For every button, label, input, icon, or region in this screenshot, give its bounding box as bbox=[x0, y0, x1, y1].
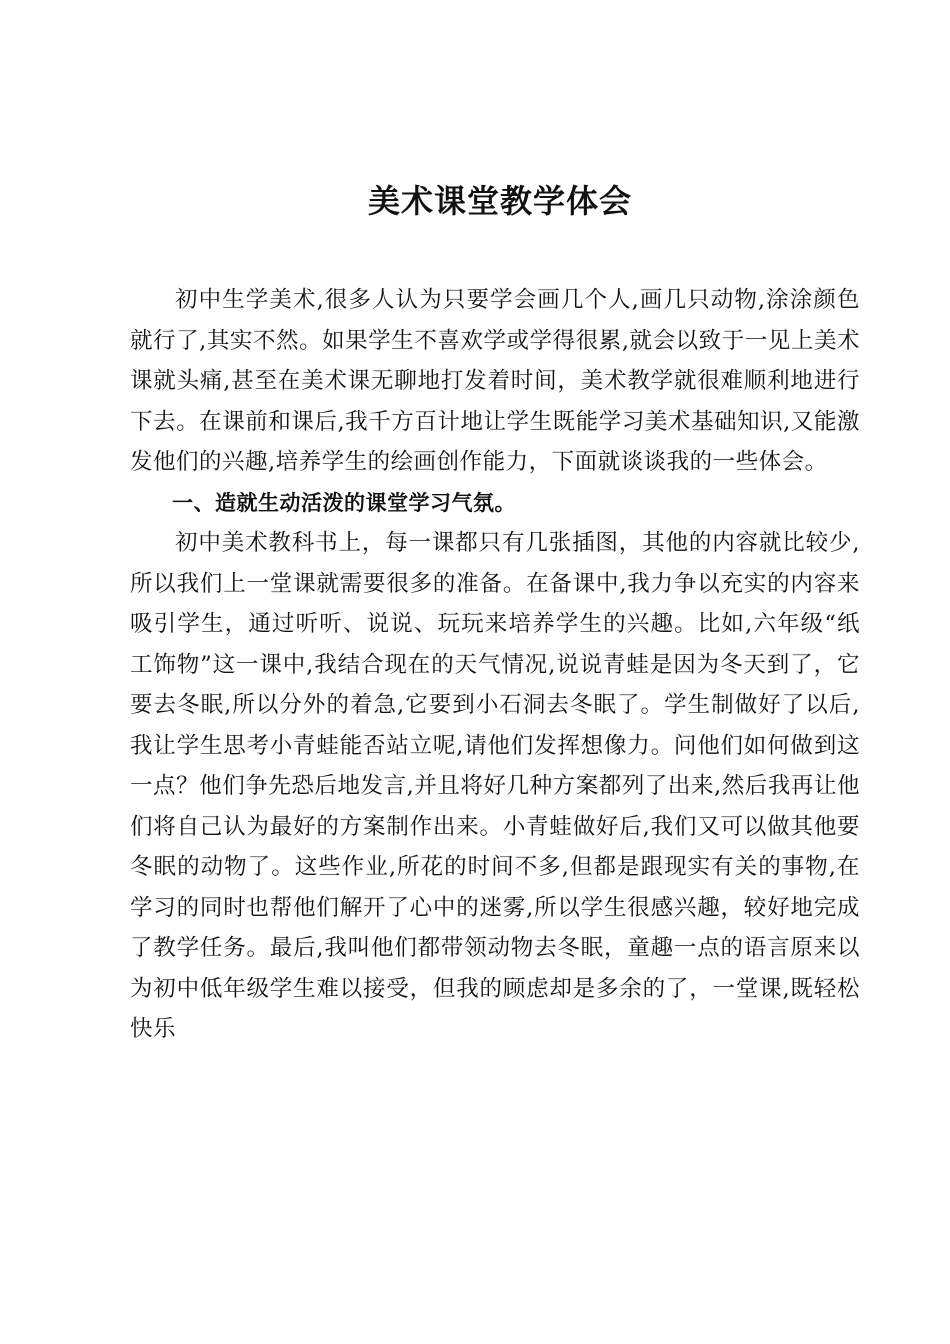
document-title: 美术课堂教学体会 bbox=[367, 182, 632, 220]
section-heading: 一、造就生动活泼的课堂学习气氛。 bbox=[172, 490, 516, 515]
section-paragraph: 初中美术教科书上，每一课都只有几张插图，其他的内容就比较少,所以我们上一堂课就需要很多的准备。在备课中,我力争以充实的内容来吸引学生，通过听听、说说、玩玩来培养学生的兴趣。比如,六年级“纸工饰物”这一课中,我结合现在的天气情况,说说青蛙是因为冬天到了，它要去冬眠,所以分外的着急,它要到小石洞去冬眠了。学生制做好了以后,我让学生思考小青蛙能否站立呢,请他们发挥想像力。问他们如何做到这一点？他们争先恐后地发言,并且将好几种方案都列了出来,然后我再让他们将自己认为最好的方案制作出来。小青蛙做好后,我们又可以做其他要冬眠的动物了。这些作业,所花的时间不多,但都是跟现实有关的事物,在学习的同时也帮他们解开了心中的迷雾,所以学生很感兴趣，较好地完成了教学任务。最后,我叫他们都带领动物去冬眠，童趣一点的语言原来以为初中低年级学生难以接受，但我的顾虑却是多余的了，一堂课,既轻松快乐 bbox=[130, 530, 860, 1042]
document-body bbox=[130, 280, 860, 1050]
intro-paragraph: 初中生学美术,很多人认为只要学会画几个人,画几只动物,涂涂颜色就行了,其实不然。如果学生不喜欢学或学得很累,就会以致于一见上美术课就头痛,甚至在美术课无聊地打发着时间，美术教学就很难顺利地进行下去。在课前和课后,我千方百计地让学生既能学习美术基础知识,又能激发他们的兴趣,培养学生的绘画创作能力，下面就谈谈我的一些体会。 bbox=[130, 287, 860, 475]
